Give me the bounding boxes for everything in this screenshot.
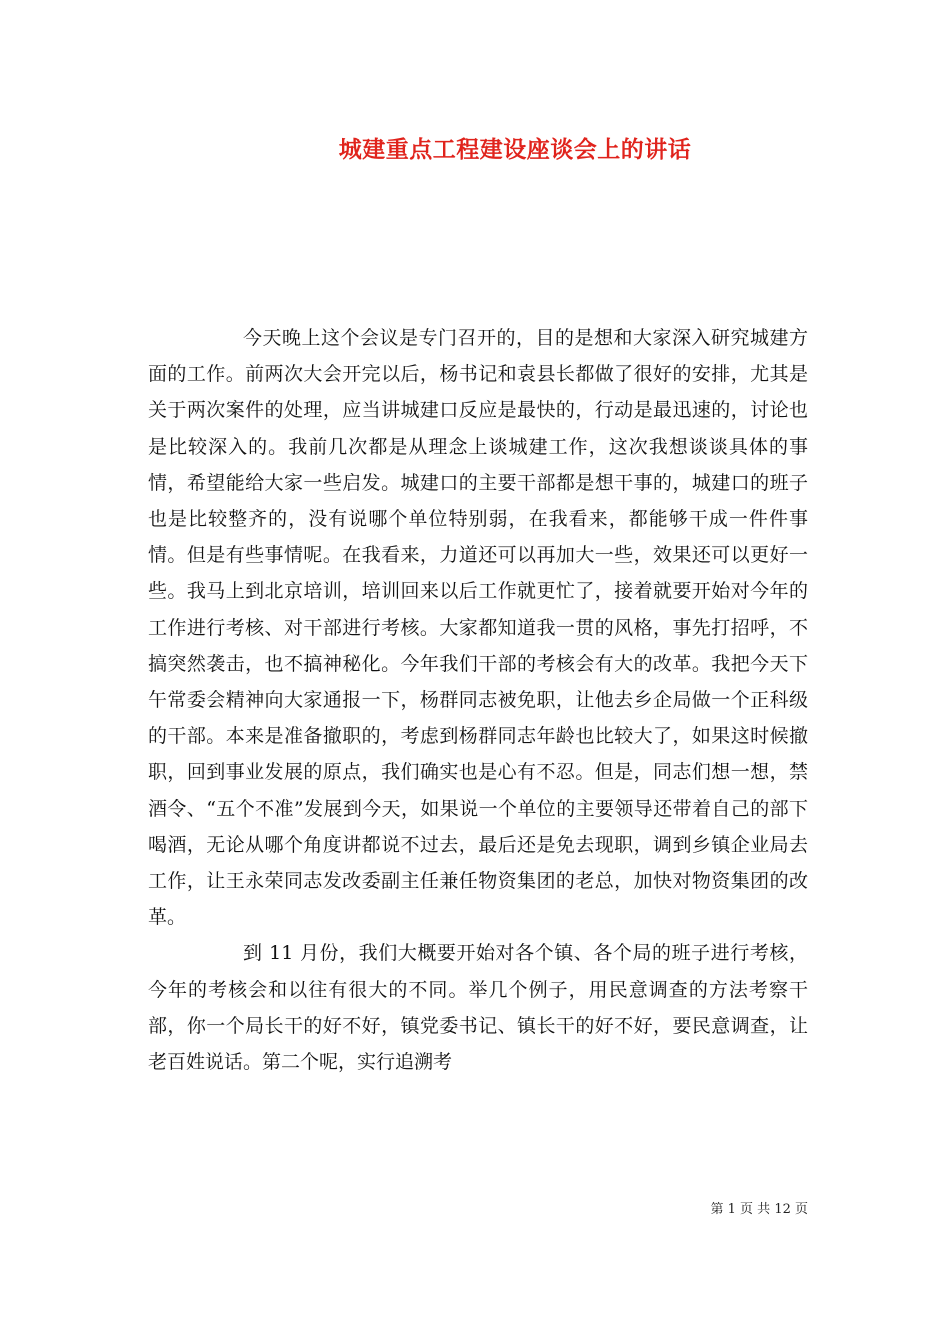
document-body <box>148 320 808 1080</box>
page-number-footer: 第 1 页 共 12 页 <box>710 1202 808 1217</box>
document-title: 城建重点工程建设座谈会上的讲话 <box>338 136 692 163</box>
paragraph-2: 到 11 月份，我们大概要开始对各个镇、各个局的班子进行考核，今年的考核会和以往有很大的不同。举几个例子，用民意调查的方法考察干部，你一个局长干的好不好，镇党委书记、镇长干的好不好，要民意调查，让老百姓说话。第二个呢，实行追溯考 <box>148 942 808 1074</box>
paragraph-1: 今天晚上这个会议是专门召开的，目的是想和大家深入研究城建方面的工作。前两次大会开完以后，杨书记和袁县长都做了很好的安排，尤其是关于两次案件的处理，应当讲城建口反应是最快的，行动是最迅速的，讨论也是比较深入的。我前几次都是从理念上谈城建工作，这次我想谈谈具体的事情，希望能给大家一些启发。城建口的主要干部都是想干事的，城建口的班子也是比较整齐的，没有说哪个单位特别弱，在我看来，都能够干成一件件事情。但是有些事情呢。在我看来，力道还可以再加大一些，效果还可以更好一些。我马上到北京培训，培训回来以后工作就更忙了，接着就要开始对今年的工作进行考核、对干部进行考核。大家都知道我一贯的风格，事先打招呼，不搞突然袭击，也不搞神秘化。今年我们干部的考核会有大的改革。我把今天下午常委会精神向大家通报一下，杨群同志被免职，让他去乡企局做一个正科级的干部。本来是准备撤职的，考虑到杨群同志年龄也比较大了，如果这时候撤职，回到事业发展的原点，我们确实也是心有不忍。但是，同志们想一想，禁酒令、“五个不准”发展到今天，如果说一个单位的主要领导还带着自己的部下喝酒，无论从哪个角度讲都说不过去，最后还是免去现职，调到乡镇企业局去工作，让王永荣同志发改委副主任兼任物资集团的老总，加快对物资集团的改革。 <box>148 327 808 929</box>
